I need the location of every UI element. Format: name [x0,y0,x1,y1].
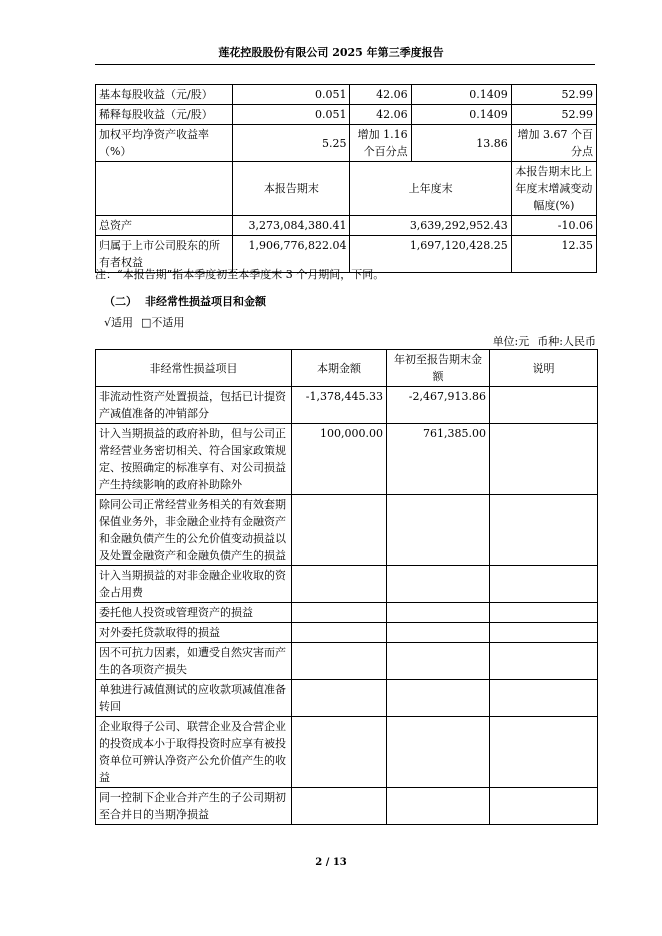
table-row [96,105,597,125]
item-cell: 单独进行减值测试的应收款项减值准备转回 [96,680,292,717]
page-number: 2 / 13 [315,857,347,868]
column-header: 本报告期末比上年度末增减变动幅度(%) [511,162,596,216]
section-heading [104,293,266,309]
ytd-amount-cell [387,623,490,643]
table-row [96,643,598,680]
description-cell [490,788,598,825]
cell-value: 增加 1.16 个百分点 [350,125,411,162]
nonrecurring-table [95,349,598,825]
header-rule [95,64,595,65]
cell-value: 52.99 [511,105,596,125]
description-cell [490,495,598,566]
item-cell: 计入当期损益的政府补助，但与公司正常经营业务密切相关、符合国家政策规定、按照确定的标准享有、对公司损益产生持续影响的政府补助除外 [96,424,292,495]
ytd-amount-cell [387,788,490,825]
current-amount-cell [292,623,387,643]
description-cell [490,717,598,788]
key-indicators-table [95,84,597,273]
current-amount-cell: 100,000.00 [292,424,387,495]
current-amount-cell [292,495,387,566]
table-subheader-row [96,162,597,216]
cell-value: 0.1409 [411,85,511,105]
description-cell [490,623,598,643]
unit-label: 单位:元 [492,335,530,348]
item-cell: 非流动性资产处置损益，包括已计提资产减值准备的冲销部分 [96,387,292,424]
current-amount-cell [292,643,387,680]
applicability-options [104,314,184,330]
table-row [96,387,598,424]
table-row [96,424,598,495]
section-number: （二） [104,295,137,308]
cell-value: 5.25 [233,125,350,162]
current-amount-cell [292,717,387,788]
section-title: 非经常性损益项目和金额 [145,295,266,308]
ytd-amount-cell [387,680,490,717]
applicable-option: √适用 [104,316,134,329]
table-row [96,623,598,643]
report-header: 莲花控股股份有限公司 2025 年第三季度报告 [218,46,444,59]
table-row [96,566,598,603]
cell-value: 13.86 [411,125,511,162]
item-cell: 同一控制下企业合并产生的子公司期初至合并日的当期净损益 [96,788,292,825]
item-cell: 企业取得子公司、联营企业及合营企业的投资成本小于取得投资时应享有被投资单位可辨认净资产公允价值产生的收益 [96,717,292,788]
column-header: 本报告期末 [233,162,350,216]
item-cell: 计入当期损益的对非金融企业收取的资金占用费 [96,566,292,603]
ytd-amount-cell [387,603,490,623]
row-label: 总资产 [96,216,233,236]
column-header: 上年度末 [350,162,511,216]
cell-value: 3,639,292,952.43 [350,216,511,236]
row-label: 稀释每股收益（元/股） [96,105,233,125]
description-cell [490,680,598,717]
not-applicable-option: □不适用 [141,316,185,329]
table-row [96,788,598,825]
column-header: 年初至报告期末金额 [387,350,490,387]
row-label: 归属于上市公司股东的所有者权益 [96,236,233,273]
table-row [96,603,598,623]
table-row [96,717,598,788]
description-cell [490,643,598,680]
table-note: 注：“本报告期”指本季度初至本季度末 3 个月期间，下同。 [95,268,385,281]
table-header-row [96,350,598,387]
ytd-amount-cell [387,566,490,603]
column-header: 说明 [490,350,598,387]
description-cell [490,424,598,495]
cell-value: 0.1409 [411,105,511,125]
table-row [96,495,598,566]
ytd-amount-cell [387,495,490,566]
cell-value: 1,906,776,822.04 [233,236,350,273]
description-cell [490,566,598,603]
item-cell: 委托他人投资或管理资产的损益 [96,603,292,623]
item-cell: 对外委托贷款取得的损益 [96,623,292,643]
current-amount-cell [292,788,387,825]
item-cell: 因不可抗力因素，如遭受自然灾害而产生的各项资产损失 [96,643,292,680]
unit-line [493,333,596,349]
current-amount-cell [292,680,387,717]
cell-value: 42.06 [350,105,411,125]
currency-label: 币种:人民币 [537,335,596,348]
item-cell: 除同公司正常经营业务相关的有效套期保值业务外，非金融企业持有金融资产和金融负债产生的公允价值变动损益以及处置金融资产和金融负债产生的损益 [96,495,292,566]
ytd-amount-cell: 761,385.00 [387,424,490,495]
table-row [96,125,597,162]
description-cell [490,387,598,424]
current-amount-cell [292,566,387,603]
description-cell [490,603,598,623]
cell-value: 0.051 [233,105,350,125]
table-row [96,216,597,236]
row-label: 加权平均净资产收益率（%） [96,125,233,162]
column-header: 本期金额 [292,350,387,387]
cell-value: 42.06 [350,85,411,105]
cell-value: 1,697,120,428.25 [350,236,511,273]
ytd-amount-cell: -2,467,913.86 [387,387,490,424]
current-amount-cell: -1,378,445.33 [292,387,387,424]
ytd-amount-cell [387,643,490,680]
ytd-amount-cell [387,717,490,788]
table-row [96,680,598,717]
column-header: 非经常性损益项目 [96,350,292,387]
cell-value: 增加 3.67 个百分点 [511,125,596,162]
row-label: 基本每股收益（元/股） [96,85,233,105]
current-amount-cell [292,603,387,623]
cell-value: 0.051 [233,85,350,105]
cell-value: -10.06 [511,216,596,236]
empty-cell [96,162,233,216]
cell-value: 12.35 [511,236,596,273]
cell-value: 52.99 [511,85,596,105]
table-row [96,85,597,105]
cell-value: 3,273,084,380.41 [233,216,350,236]
